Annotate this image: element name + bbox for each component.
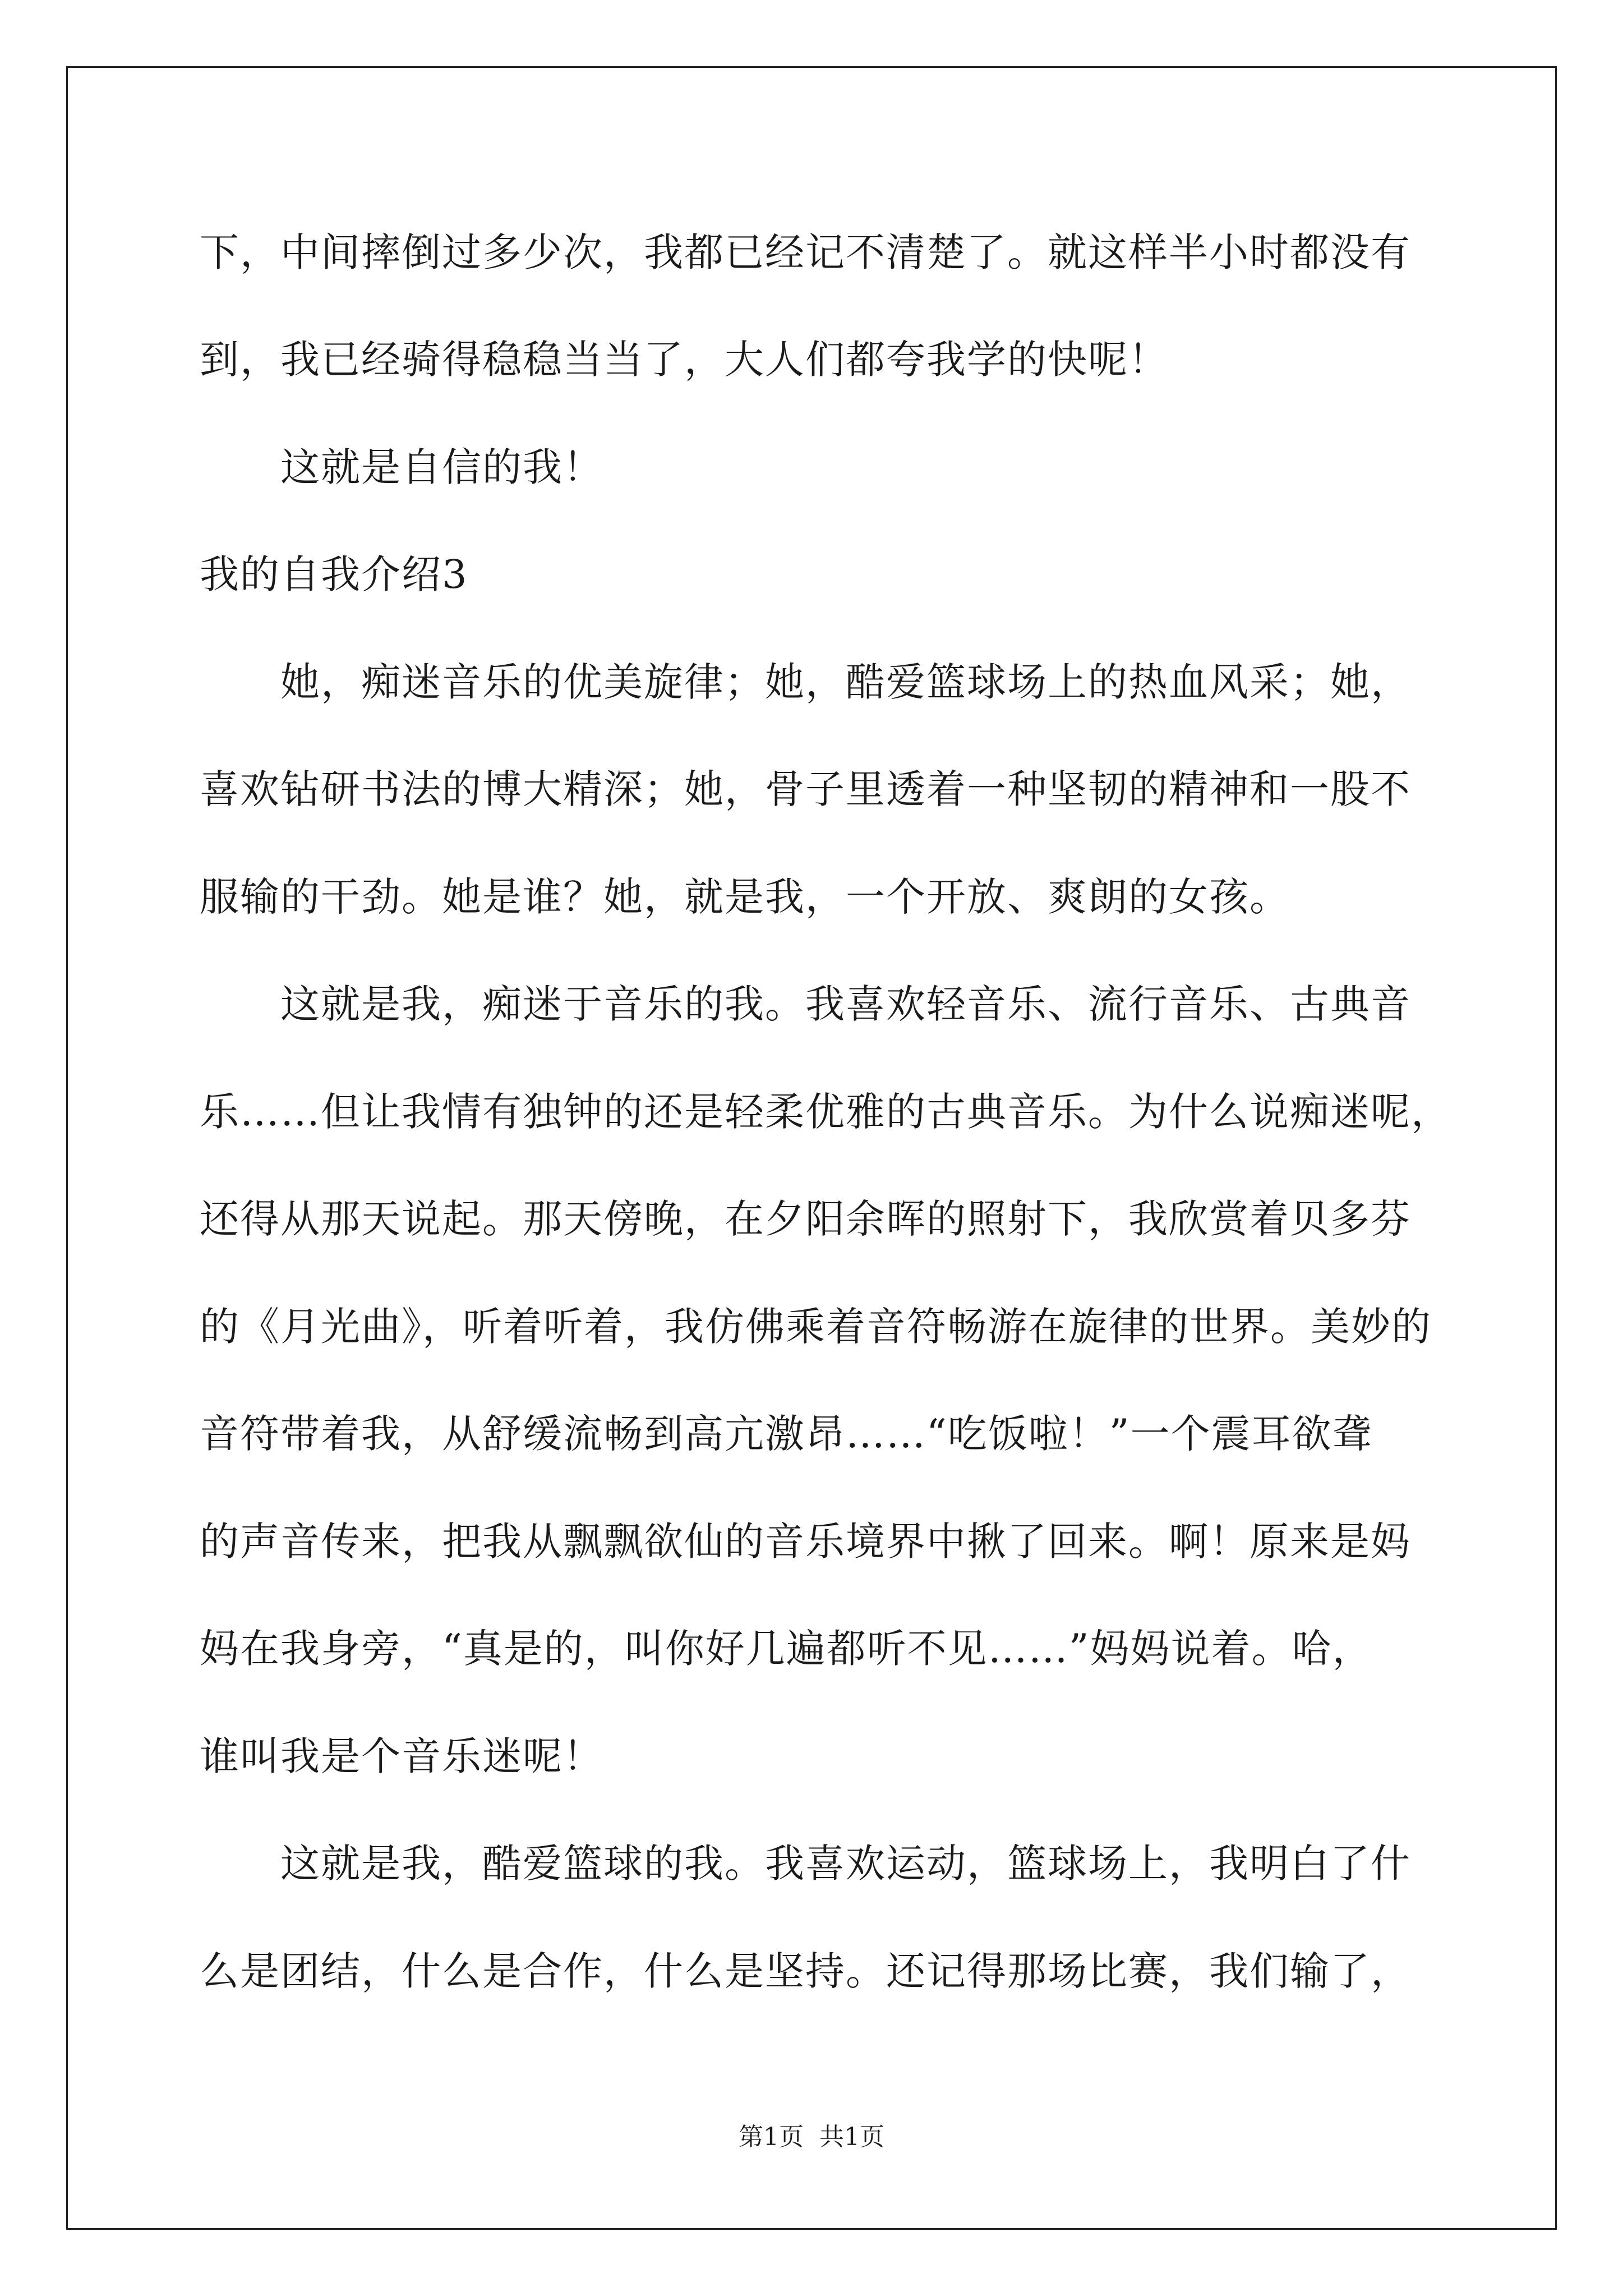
text-line: 妈在我身旁，“真是的，叫你好几遍都听不见……”妈妈说着。哈，: [200, 1626, 1373, 1672]
text-line: 喜欢钻研书法的博大精深；她，骨子里透着一种坚韧的精神和一股不: [200, 766, 1411, 812]
text-line: 的《月光曲》，听着听着，我仿佛乘着音符畅游在旋律的世界。美妙的: [200, 1304, 1432, 1350]
text-line: 这就是自信的我！: [200, 444, 603, 490]
section-heading: 我的自我介绍3: [200, 551, 468, 597]
text-line: 乐……但让我情有独钟的还是轻柔优雅的古典音乐。为什么说痴迷呢，: [200, 1089, 1451, 1135]
page-footer: [0, 2120, 1623, 2154]
text-line: 的声音传来，把我从飘飘欲仙的音乐境界中揪了回来。啊！原来是妈: [200, 1519, 1411, 1565]
text-line: 这就是我，酷爱篮球的我。我喜欢运动，篮球场上，我明白了什: [200, 1841, 1411, 1887]
text-line: 她，痴迷音乐的优美旋律；她，酷爱篮球场上的热血风采；她，: [200, 659, 1411, 705]
page-number: 第1页: [739, 2123, 804, 2151]
page-total: 共1页: [819, 2123, 884, 2151]
text-line: 服输的干劲。她是谁？她，就是我，一个开放、爽朗的女孩。: [200, 874, 1290, 920]
text-line: 还得从那天说起。那天傍晚，在夕阳余晖的照射下，我欣赏着贝多芬: [200, 1196, 1411, 1242]
text-line: 么是团结，什么是合作，什么是坚持。还记得那场比赛，我们输了，: [200, 1948, 1411, 1994]
page-border: [66, 66, 1557, 2230]
text-line: 谁叫我是个音乐迷呢！: [200, 1733, 603, 1779]
text-line: 这就是我，痴迷于音乐的我。我喜欢轻音乐、流行音乐、古典音: [200, 981, 1411, 1027]
text-line: 下，中间摔倒过多少次，我都已经记不清楚了。就这样半小时都没有: [200, 229, 1411, 275]
text-line: 音符带着我，从舒缓流畅到高亢激昂……“吃饭啦！”一个震耳欲聋: [200, 1411, 1373, 1457]
text-line: 到，我已经骑得稳稳当当了，大人们都夸我学的快呢！: [200, 337, 1169, 383]
